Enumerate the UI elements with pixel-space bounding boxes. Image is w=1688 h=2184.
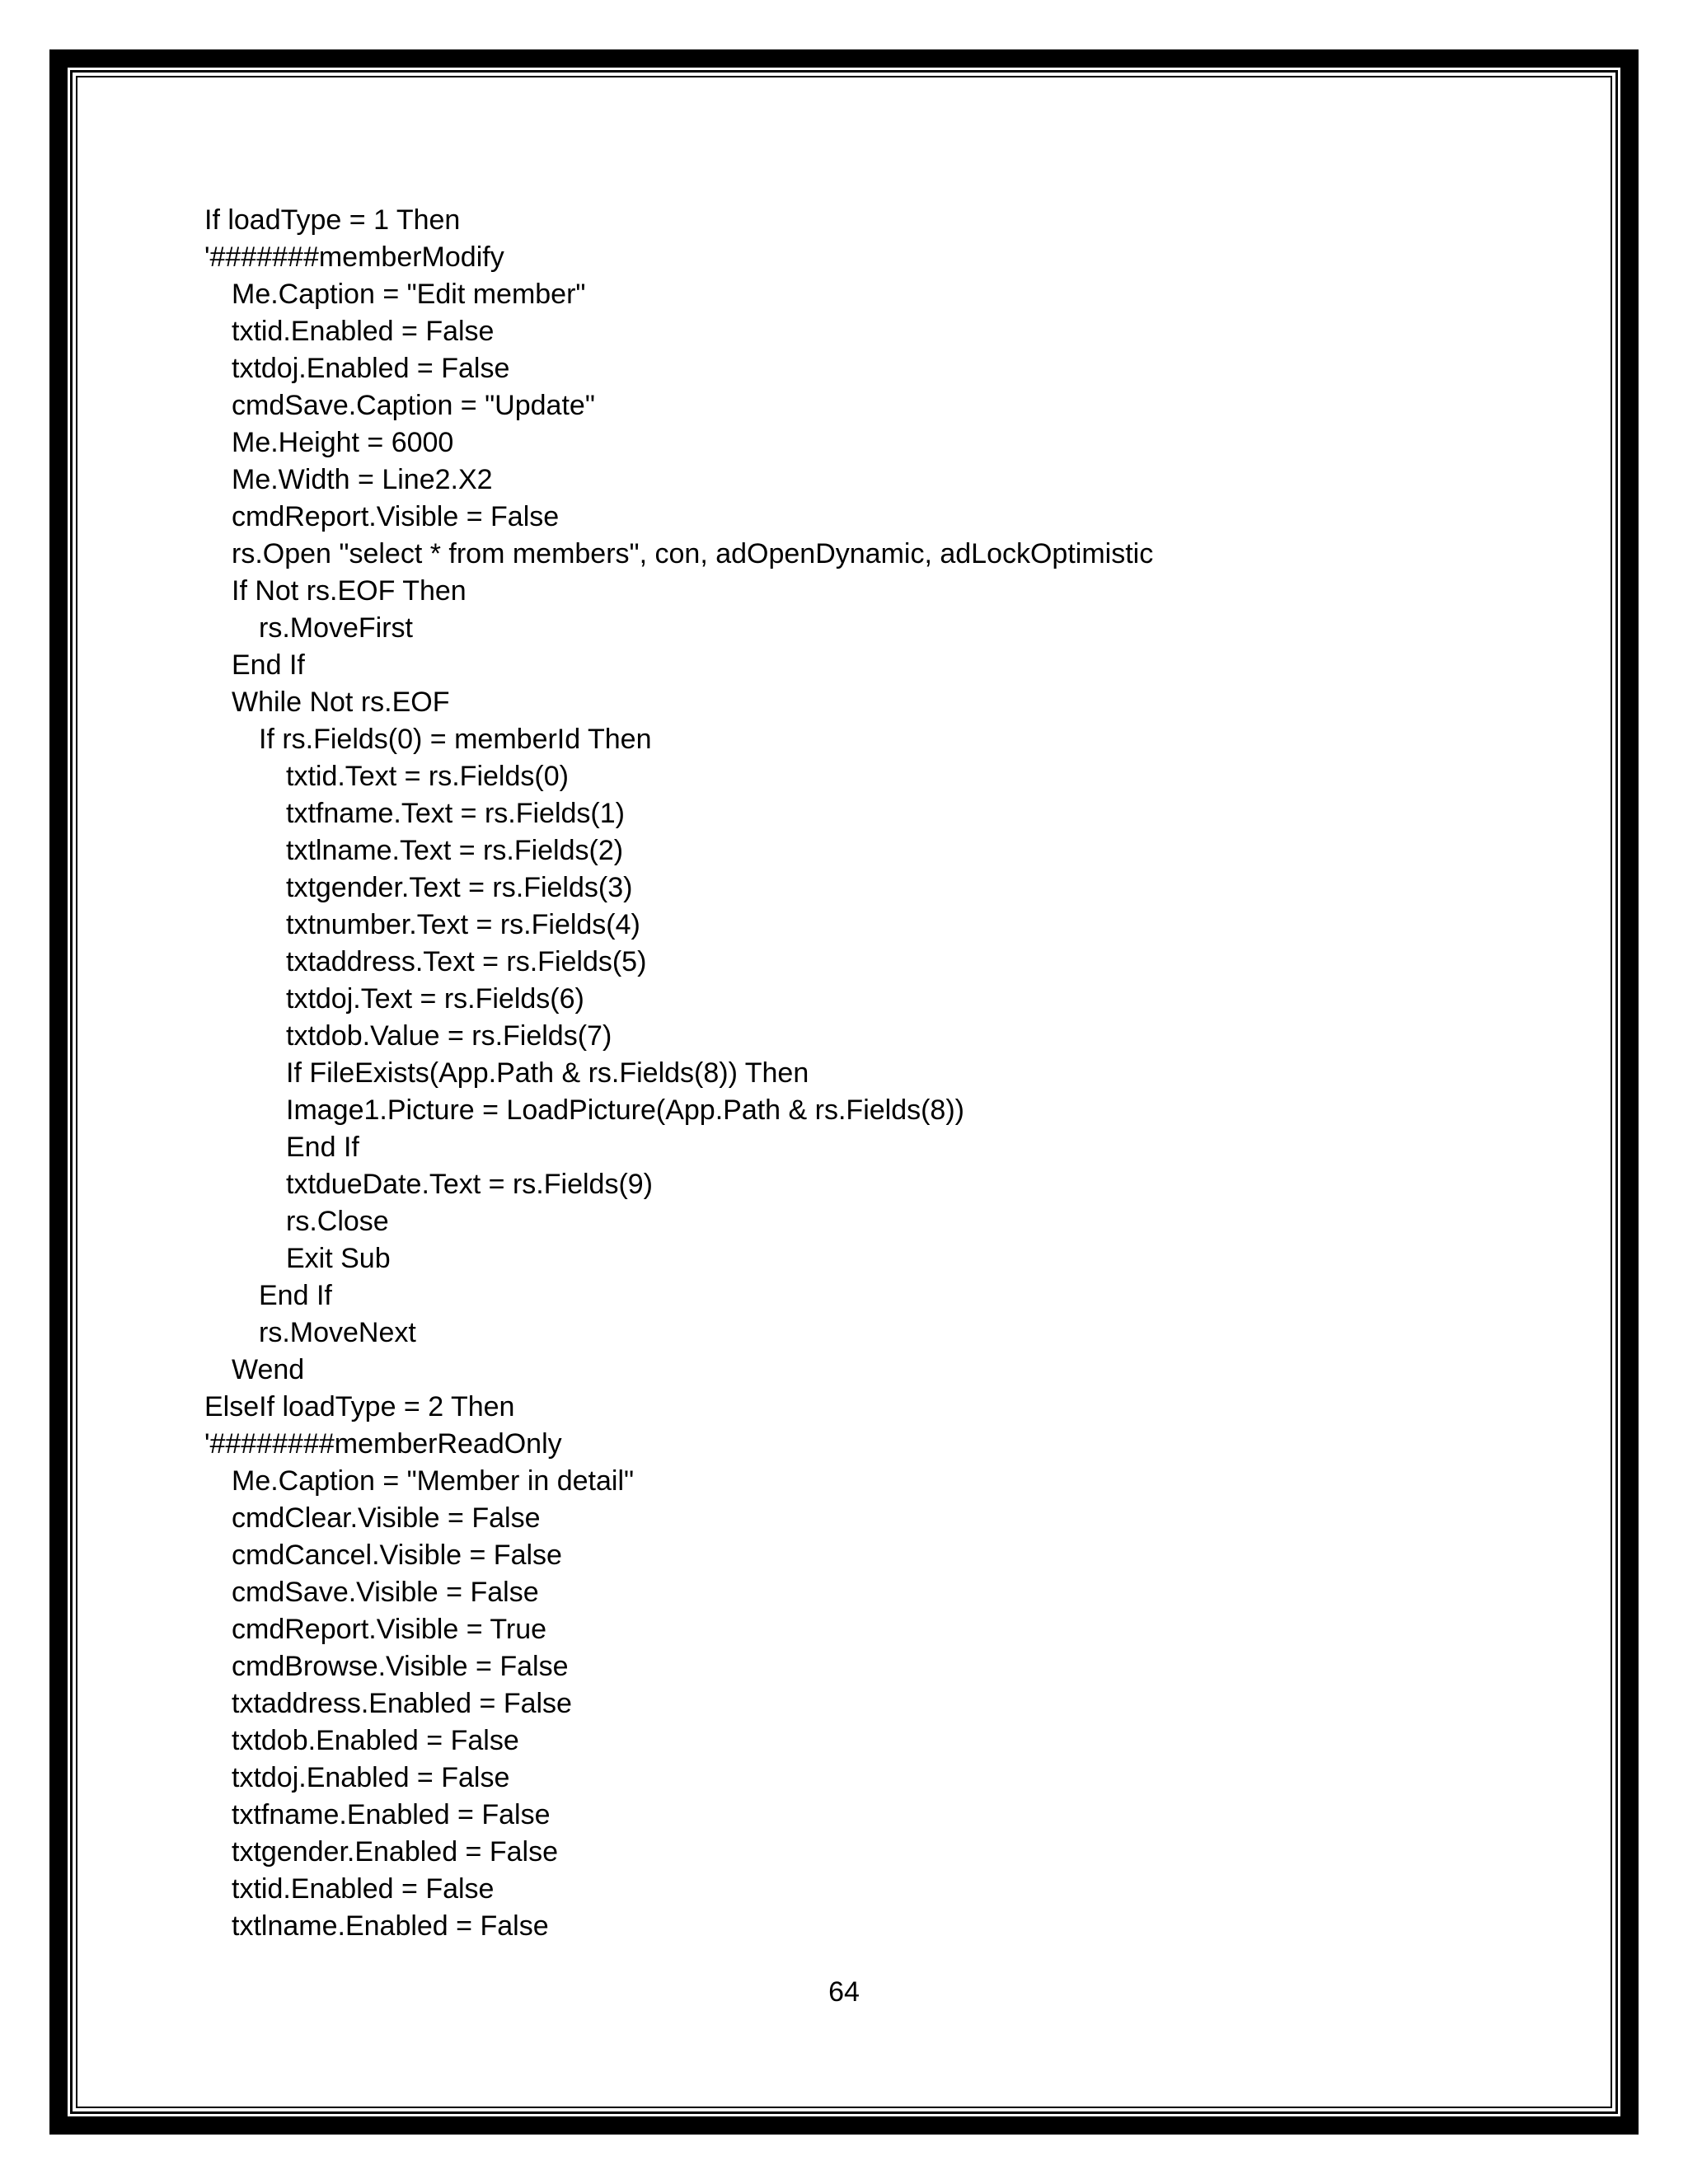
code-line: txtdoj.Enabled = False [232, 1762, 510, 1793]
code-line: Me.Caption = "Edit member" [232, 279, 586, 310]
code-line: txtdob.Value = rs.Fields(7) [286, 1020, 612, 1052]
code-line: Me.Height = 6000 [232, 427, 454, 458]
code-line: ElseIf loadType = 2 Then [204, 1391, 515, 1422]
code-line: If loadType = 1 Then [204, 204, 461, 236]
code-line: Wend [232, 1354, 305, 1385]
code-line: End If [259, 1280, 332, 1311]
code-line: End If [232, 649, 305, 681]
code-line: cmdSave.Visible = False [232, 1577, 539, 1608]
code-line: If Not rs.EOF Then [232, 575, 467, 607]
code-line: Me.Caption = "Member in detail" [232, 1465, 635, 1497]
code-line: txtgender.Text = rs.Fields(3) [286, 872, 633, 903]
code-line: End If [286, 1132, 359, 1163]
code-line: rs.MoveNext [259, 1317, 416, 1348]
code-listing [204, 202, 1523, 1945]
code-line: cmdReport.Visible = True [232, 1614, 547, 1645]
code-line: txtaddress.Enabled = False [232, 1688, 572, 1719]
code-line: If FileExists(App.Path & rs.Fields(8)) Then [286, 1057, 809, 1089]
code-line: txtlname.Text = rs.Fields(2) [286, 835, 624, 866]
code-line: txtdoj.Text = rs.Fields(6) [286, 983, 584, 1015]
code-line: Image1.Picture = LoadPicture(App.Path & rs.Fields(8)) [286, 1094, 964, 1126]
code-line: txtlname.Enabled = False [232, 1910, 549, 1942]
code-line: txtdueDate.Text = rs.Fields(9) [286, 1169, 654, 1200]
code-line: rs.MoveFirst [259, 612, 413, 644]
code-line: If rs.Fields(0) = memberId Then [259, 724, 652, 755]
code-line: cmdBrowse.Visible = False [232, 1651, 569, 1682]
code-line: txtfname.Enabled = False [232, 1799, 551, 1830]
code-line: txtid.Enabled = False [232, 1873, 495, 1905]
code-line: rs.Close [286, 1206, 389, 1237]
code-line: Exit Sub [286, 1243, 391, 1274]
code-line: cmdClear.Visible = False [232, 1502, 541, 1534]
code-line: txtnumber.Text = rs.Fields(4) [286, 909, 640, 940]
code-comment: '#######memberModify [204, 241, 504, 273]
code-line: While Not rs.EOF [232, 687, 450, 718]
code-line: txtfname.Text = rs.Fields(1) [286, 798, 625, 829]
code-line: txtdoj.Enabled = False [232, 353, 510, 384]
code-line: txtid.Enabled = False [232, 316, 495, 347]
code-line: rs.Open "select * from members", con, adOpenDynamic, adLockOptimistic [232, 538, 1154, 569]
code-line: cmdReport.Visible = False [232, 501, 560, 532]
code-comment: '########memberReadOnly [204, 1428, 562, 1460]
code-line: txtid.Text = rs.Fields(0) [286, 761, 569, 792]
code-line: txtgender.Enabled = False [232, 1836, 558, 1868]
code-line: Me.Width = Line2.X2 [232, 464, 493, 495]
code-line: txtaddress.Text = rs.Fields(5) [286, 946, 647, 977]
code-line: cmdCancel.Visible = False [232, 1540, 562, 1571]
code-line: cmdSave.Caption = "Update" [232, 390, 595, 421]
code-line: txtdob.Enabled = False [232, 1725, 519, 1756]
page-number: 64 [828, 1976, 860, 2008]
